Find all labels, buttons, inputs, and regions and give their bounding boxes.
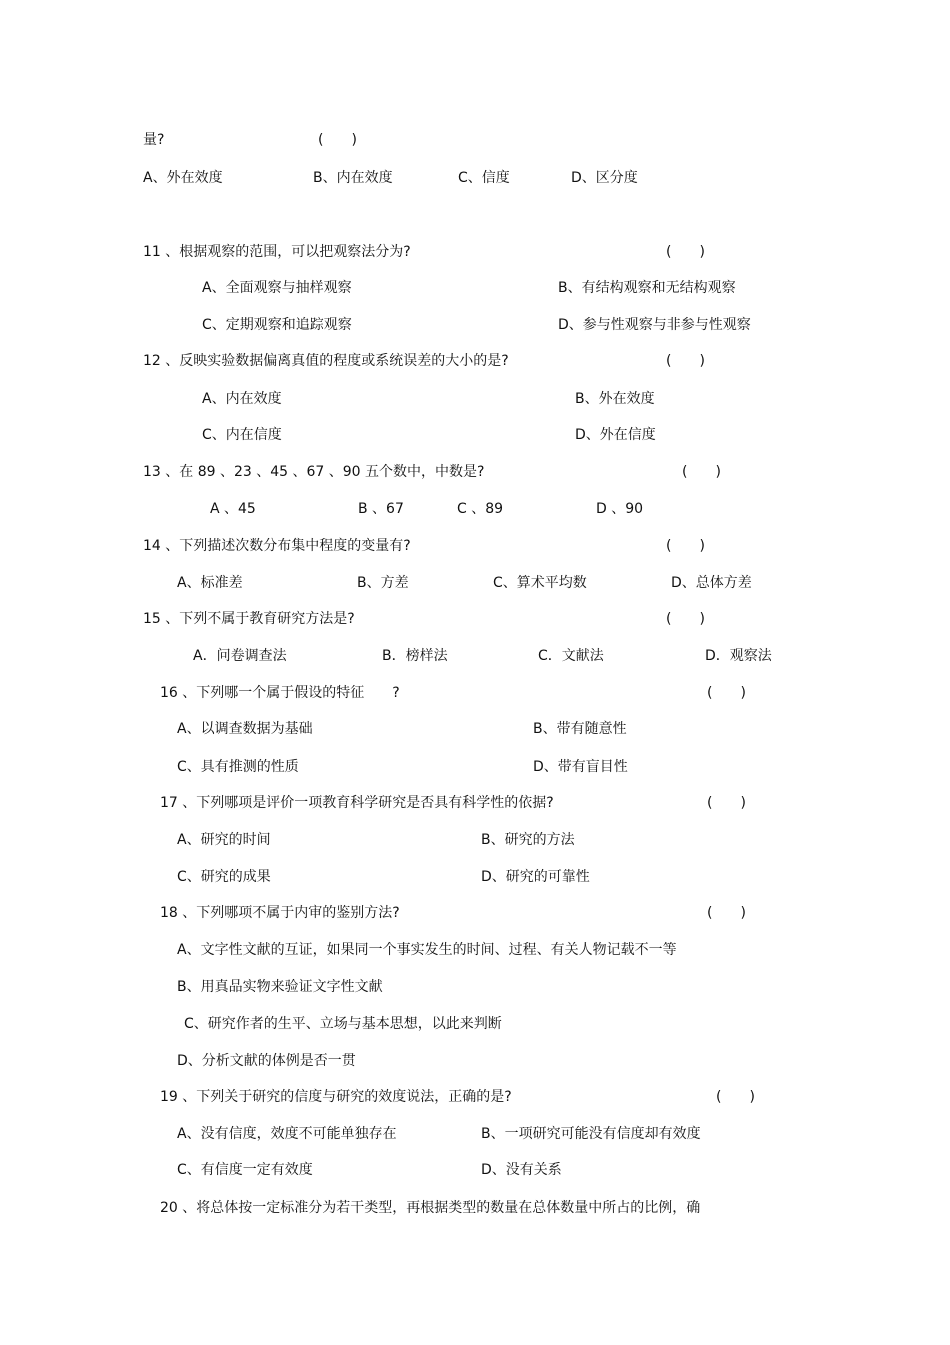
- q14-answer-paren: ( ): [666, 538, 705, 554]
- q19-option-c: C、有信度一定有效度: [177, 1162, 313, 1178]
- q10-option-a: A、外在效度: [143, 170, 223, 186]
- q18-option-a: A、文字性文献的互证，如果同一个事实发生的时间、过程、有关人物记载不一等: [177, 942, 677, 958]
- q17-option-b: B、研究的方法: [481, 832, 575, 848]
- q10-option-c: C、信度: [458, 170, 510, 186]
- q17-option-c: C、研究的成果: [177, 869, 271, 885]
- q16-stem: 16 、下列哪一个属于假设的特征 ?: [160, 685, 400, 701]
- q19-option-a: A、没有信度，效度不可能单独存在: [177, 1126, 397, 1142]
- q14-option-c: C、算术平均数: [493, 575, 587, 591]
- q10-answer-paren: ( ): [318, 132, 357, 148]
- q12-option-b: B、外在效度: [575, 391, 655, 407]
- q15-stem: 15 、下列不属于教育研究方法是?: [143, 611, 355, 627]
- q11-option-c: C、定期观察和追踪观察: [202, 317, 352, 333]
- q15-option-b: B．榜样法: [382, 648, 448, 664]
- q18-answer-paren: ( ): [707, 905, 746, 921]
- q13-stem: 13 、在 89 、23 、45 、67 、90 五个数中，中数是?: [143, 464, 485, 480]
- q15-option-d: D．观察法: [705, 648, 772, 664]
- q19-answer-paren: ( ): [716, 1089, 755, 1105]
- q10-option-b: B、内在效度: [313, 170, 393, 186]
- q10-option-d: D、区分度: [571, 170, 638, 186]
- q18-stem: 18 、下列哪项不属于内审的鉴别方法?: [160, 905, 400, 921]
- q15-option-c: C．文献法: [538, 648, 604, 664]
- q15-option-a: A．问卷调查法: [193, 648, 287, 664]
- q10-stem: 量?: [143, 132, 165, 148]
- q12-answer-paren: ( ): [666, 353, 705, 369]
- q13-option-d: D 、90: [596, 501, 644, 517]
- q13-option-c: C 、89: [457, 501, 504, 517]
- q13-option-a: A 、45: [210, 501, 256, 517]
- q12-option-d: D、外在信度: [575, 427, 656, 443]
- q12-option-c: C、内在信度: [202, 427, 282, 443]
- q17-option-a: A、研究的时间: [177, 832, 271, 848]
- q14-option-d: D、总体方差: [671, 575, 752, 591]
- q18-option-d: D、分析文献的体例是否一贯: [177, 1053, 356, 1069]
- q12-option-a: A、内在效度: [202, 391, 282, 407]
- q12-stem: 12 、反映实验数据偏离真值的程度或系统误差的大小的是?: [143, 353, 509, 369]
- q19-stem: 19 、下列关于研究的信度与研究的效度说法，正确的是?: [160, 1089, 512, 1105]
- q17-option-d: D、研究的可靠性: [481, 869, 590, 885]
- q17-answer-paren: ( ): [707, 795, 746, 811]
- q11-answer-paren: ( ): [666, 244, 705, 260]
- q11-option-d: D、参与性观察与非参与性观察: [558, 317, 751, 333]
- q14-option-b: B、方差: [357, 575, 409, 591]
- q17-stem: 17 、下列哪项是评价一项教育科学研究是否具有科学性的依据?: [160, 795, 554, 811]
- q18-option-b: B、用真品实物来验证文字性文献: [177, 979, 383, 995]
- q19-option-b: B、一项研究可能没有信度却有效度: [481, 1126, 701, 1142]
- q19-option-d: D、没有关系: [481, 1162, 562, 1178]
- q13-option-b: B 、67: [358, 501, 404, 517]
- q14-option-a: A、标准差: [177, 575, 243, 591]
- q14-stem: 14 、下列描述次数分布集中程度的变量有?: [143, 538, 411, 554]
- q11-stem: 11 、根据观察的范围，可以把观察法分为?: [143, 244, 411, 260]
- q20-stem: 20 、将总体按一定标准分为若干类型，再根据类型的数量在总体数量中所占的比例，确: [160, 1200, 701, 1216]
- q13-answer-paren: ( ): [682, 464, 721, 480]
- q11-option-b: B、有结构观察和无结构观察: [558, 280, 736, 296]
- q15-answer-paren: ( ): [666, 611, 705, 627]
- q11-option-a: A、全面观察与抽样观察: [202, 280, 352, 296]
- q16-answer-paren: ( ): [707, 685, 746, 701]
- q16-option-a: A、以调查数据为基础: [177, 721, 313, 737]
- q16-option-d: D、带有盲目性: [533, 759, 628, 775]
- q18-option-c: C、研究作者的生平、立场与基本思想，以此来判断: [184, 1016, 502, 1032]
- q16-option-b: B、带有随意性: [533, 721, 627, 737]
- q16-option-c: C、具有推测的性质: [177, 759, 299, 775]
